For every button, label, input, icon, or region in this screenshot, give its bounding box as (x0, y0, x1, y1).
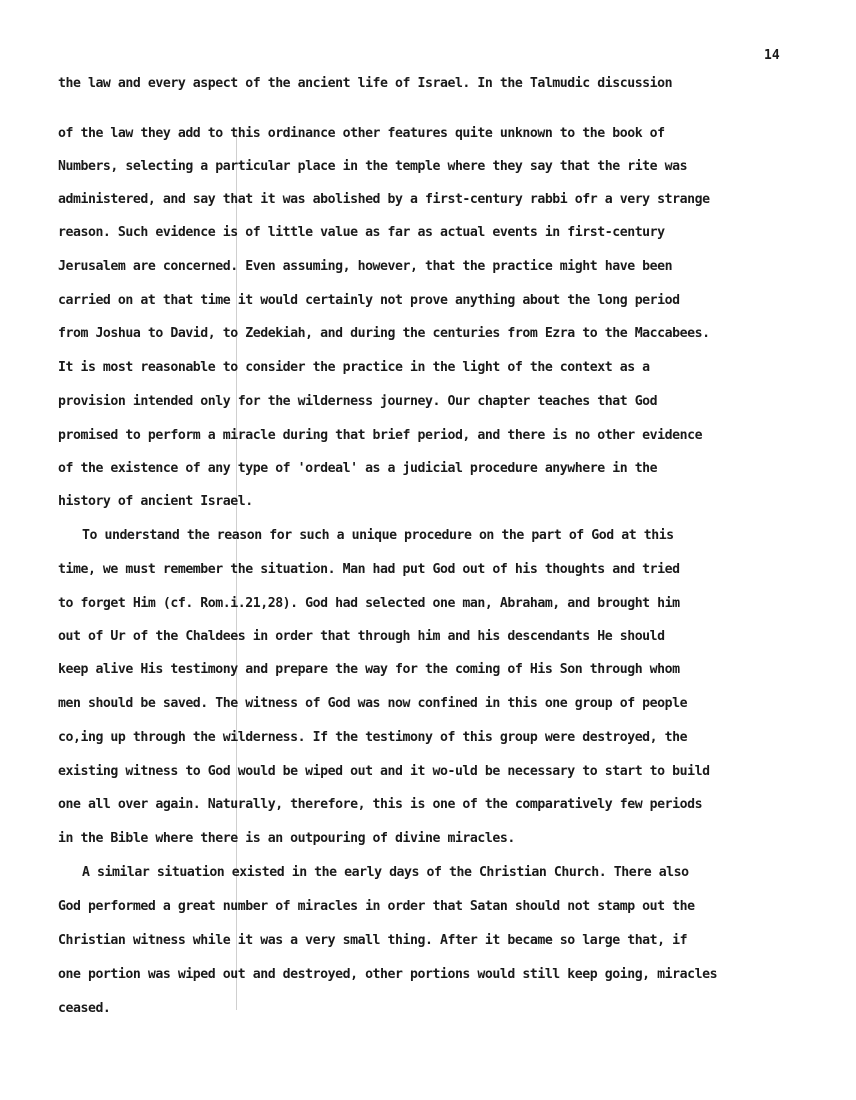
text-line: out of Ur of the Chaldees in order that through him and his descendants He should (58, 629, 665, 644)
text-line: in the Bible where there is an outpouring of divine miracles. (58, 831, 515, 846)
text-line: carried on at that time it would certainly not prove anything about the long period (58, 293, 680, 308)
text-line: men should be saved. The witness of God was now confined in this one group of people (58, 696, 688, 711)
paragraph-first-line: To understand the reason for such a unique procedure on the part of God at this (82, 528, 674, 543)
text-line: one all over again. Naturally, therefore, this is one of the comparatively few periods (58, 797, 703, 812)
text-line: Jerusalem are concerned. Even assuming, however, that the practice might have been (58, 259, 673, 274)
text-line: Christian witness while it was a very small thing. After it became so large that, if (58, 933, 688, 948)
text-line: promised to perform a miracle during that brief period, and there is no other evidence (58, 428, 703, 443)
text-line: one portion was wiped out and destroyed, other portions would still keep going, miracles (58, 967, 718, 982)
text-line: existing witness to God would be wiped out and it wo-uld be necessary to start to build (58, 764, 710, 779)
text-line: the law and every aspect of the ancient life of Israel. In the Talmudic discussion (58, 76, 673, 91)
text-line: provision intended only for the wilderness journey. Our chapter teaches that God (58, 394, 658, 409)
paragraph-first-line: A similar situation existed in the early days of the Christian Church. There also (82, 865, 689, 880)
text-line: reason. Such evidence is of little value as far as actual events in first-century (58, 225, 665, 240)
text-line: co,ing up through the wilderness. If the testimony of this group were destroyed, the (58, 730, 688, 745)
text-line: ceased. (58, 1001, 111, 1016)
text-line: administered, and say that it was abolished by a first-century rabbi ofr a very strange (58, 192, 710, 207)
text-line: of the existence of any type of 'ordeal' as a judicial procedure anywhere in the (58, 461, 658, 476)
text-line: Numbers, selecting a particular place in the temple where they say that the rite was (58, 159, 688, 174)
text-line: time, we must remember the situation. Man had put God out of his thoughts and tried (58, 562, 680, 577)
text-line: of the law they add to this ordinance other features quite unknown to the book of (58, 126, 665, 141)
text-line: history of ancient Israel. (58, 494, 253, 509)
text-line: to forget Him (cf. Rom.i.21,28). God had selected one man, Abraham, and brought him (58, 596, 680, 611)
text-line: God performed a great number of miracles in order that Satan should not stamp out the (58, 899, 695, 914)
text-line: It is most reasonable to consider the practice in the light of the context as a (58, 360, 650, 375)
text-line: keep alive His testimony and prepare the way for the coming of His Son through whom (58, 662, 680, 677)
text-line: from Joshua to David, to Zedekiah, and during the centuries from Ezra to the Maccabees. (58, 326, 710, 341)
page-number: 14 (764, 48, 780, 63)
